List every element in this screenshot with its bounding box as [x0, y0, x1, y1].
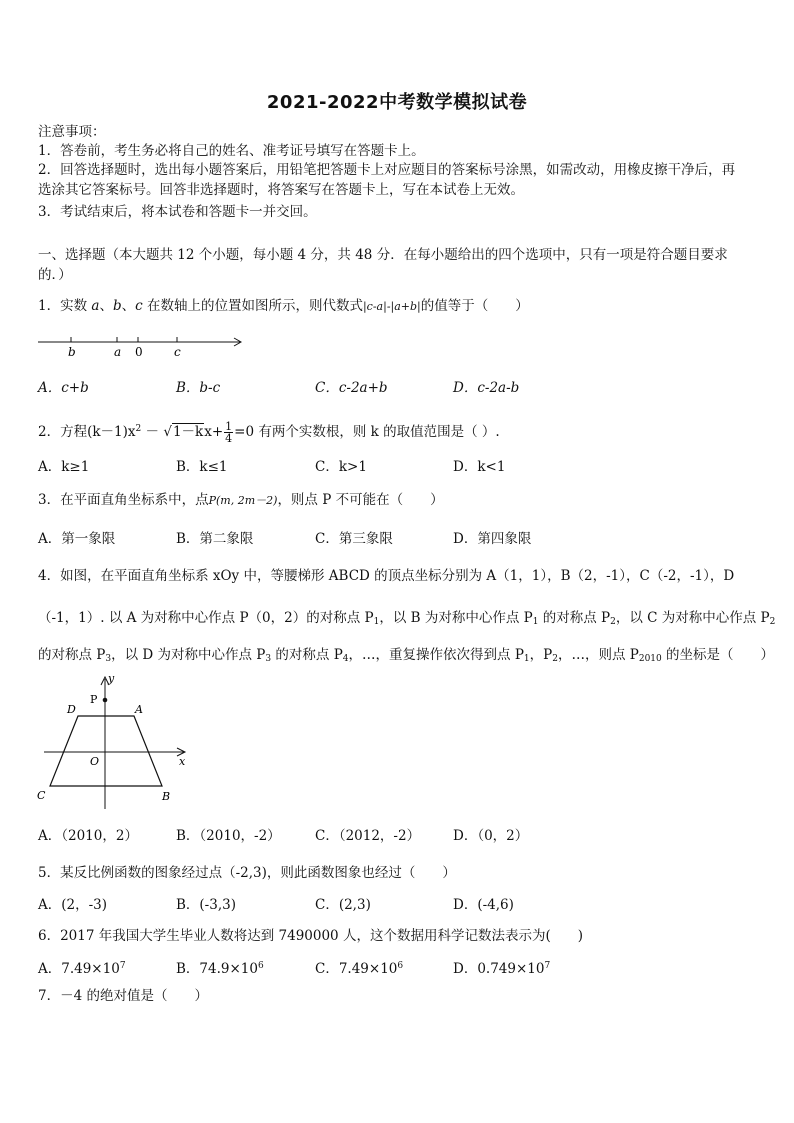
- q2-option-c: C．k>1: [315, 459, 367, 475]
- q5-option-c: C．(2,3): [315, 897, 371, 913]
- q6-option-c: C．$7.49\times 10^6$: [315, 961, 404, 977]
- q3-option-c: C．第三象限: [315, 531, 393, 547]
- note-item: 2．回答选择题时，选出每小题答案后，用铅笔把答题卡上对应题目的答案标号涂黑，如需改动，用橡皮擦干净后，再: [38, 162, 736, 178]
- q2-option-a: A．k≥1: [38, 459, 90, 475]
- page-title: 2021-2022中考数学模拟试卷: [266, 92, 528, 113]
- number-line-figure: [36, 330, 248, 362]
- note-item: 选涂其它答案标号。回答非选择题时，将答案写在答题卡上，写在本试卷上无效。: [38, 182, 524, 198]
- q5-option-a: A．(2，-3): [38, 897, 108, 913]
- fig-label-b: B: [162, 790, 171, 803]
- fig-label-d: D: [67, 703, 76, 716]
- fig-label-a: A: [135, 703, 143, 716]
- q5-option-b: B．(-3,3): [176, 897, 236, 913]
- q2-option-d: D．k<1: [453, 459, 506, 475]
- trapezoid-figure: [34, 671, 194, 811]
- question-1: 1．实数 a、b、c 在数轴上的位置如图所示，则代数式|c-a|-|a+b|的值等于（ ）: [38, 298, 529, 314]
- question-4-line-1: 4．如图，在平面直角坐标系 xOy 中，等腰梯形 ABCD 的顶点坐标分别为 A（1，1），B（2，-1），C（-2，-1），D: [38, 568, 735, 584]
- q4-option-d: D．（0，2）: [453, 828, 529, 844]
- q1-option-d: D．c-2a-b: [453, 380, 520, 396]
- q4-option-b: B．（2010，-2）: [176, 828, 281, 844]
- q4-option-c: C．（2012，-2）: [315, 828, 421, 844]
- question-5: 5．某反比例函数的图象经过点（-2,3)，则此函数图象也经过（ ）: [38, 865, 456, 881]
- question-7: 7．－4 的绝对值是（ ）: [38, 988, 208, 1004]
- axis-label-zero: 0: [135, 345, 143, 359]
- q4-option-a: A．（2010，2）: [38, 828, 138, 844]
- notes-heading: 注意事项：: [38, 124, 106, 140]
- q6-option-b: B．$74.9\times 10^6$: [176, 961, 264, 977]
- fig-label-c: C: [37, 789, 46, 802]
- question-2: 2．方程$(k-1)x^2 - √1-kx+$ $\frac{1}{4}$ =0 有两个实数根，则 k 的取值范围是（ ）.: [38, 420, 500, 445]
- q6-option-d: D．$0.749\times 10^7$: [453, 961, 551, 977]
- q2-option-b: B．k≤1: [176, 459, 228, 475]
- axis-label-a: a: [114, 345, 122, 359]
- q5-option-d: D．(-4,6): [453, 897, 514, 913]
- question-4-line-3: 的对称点 $P_3$，以 D 为对称中心作点 $P_3$ 的对称点 $P_4$，…，重复操作依次得到点 $P_1$，$P_2$，…，则点 $P_{2010}$ 的坐标是（ ）: [38, 647, 775, 664]
- question-6: 6．2017 年我国大学生毕业人数将达到 7490000 人，这个数据用科学记数法表示为( ): [38, 928, 583, 944]
- question-4-line-2: （-1，1）. 以 A 为对称中心作点 P（0，2）的对称点 $P_1$，以 B 为对称中心作点 $P_1$ 的对称点 $P_2$，以 C 为对称中心作点 $P_2$: [38, 610, 776, 627]
- note-item: 3．考试结束后，将本试卷和答题卡一并交回。: [38, 204, 317, 220]
- note-item: 1．答卷前，考生务必将自己的姓名、准考证号填写在答题卡上。: [38, 143, 425, 159]
- q1-option-b: B．b-c: [176, 380, 221, 396]
- q1-option-a: A．c+b: [38, 380, 89, 396]
- fig-label-y: y: [108, 672, 115, 685]
- axis-label-c: c: [174, 345, 181, 359]
- q6-option-a: A．$7.49\times 10^7$: [38, 961, 126, 977]
- fig-label-p: P: [90, 693, 98, 706]
- section-heading-cont: 的．）: [38, 267, 72, 283]
- question-3: 3．在平面直角坐标系中，点P(m, 2m－2)，则点 P 不可能在（ ）: [38, 492, 444, 508]
- fig-label-o: O: [90, 755, 100, 768]
- q1-option-c: C．c-2a+b: [315, 380, 388, 396]
- section-heading: 一、选择题（本大题共 12 个小题，每小题 4 分，共 48 分．在每小题给出的四个选项中，只有一项是符合题目要求: [38, 247, 728, 263]
- axis-label-b: b: [68, 345, 76, 359]
- q3-option-a: A．第一象限: [38, 531, 116, 547]
- q3-option-d: D．第四象限: [453, 531, 532, 547]
- fig-label-x: x: [179, 755, 186, 768]
- q3-option-b: B．第二象限: [176, 531, 254, 547]
